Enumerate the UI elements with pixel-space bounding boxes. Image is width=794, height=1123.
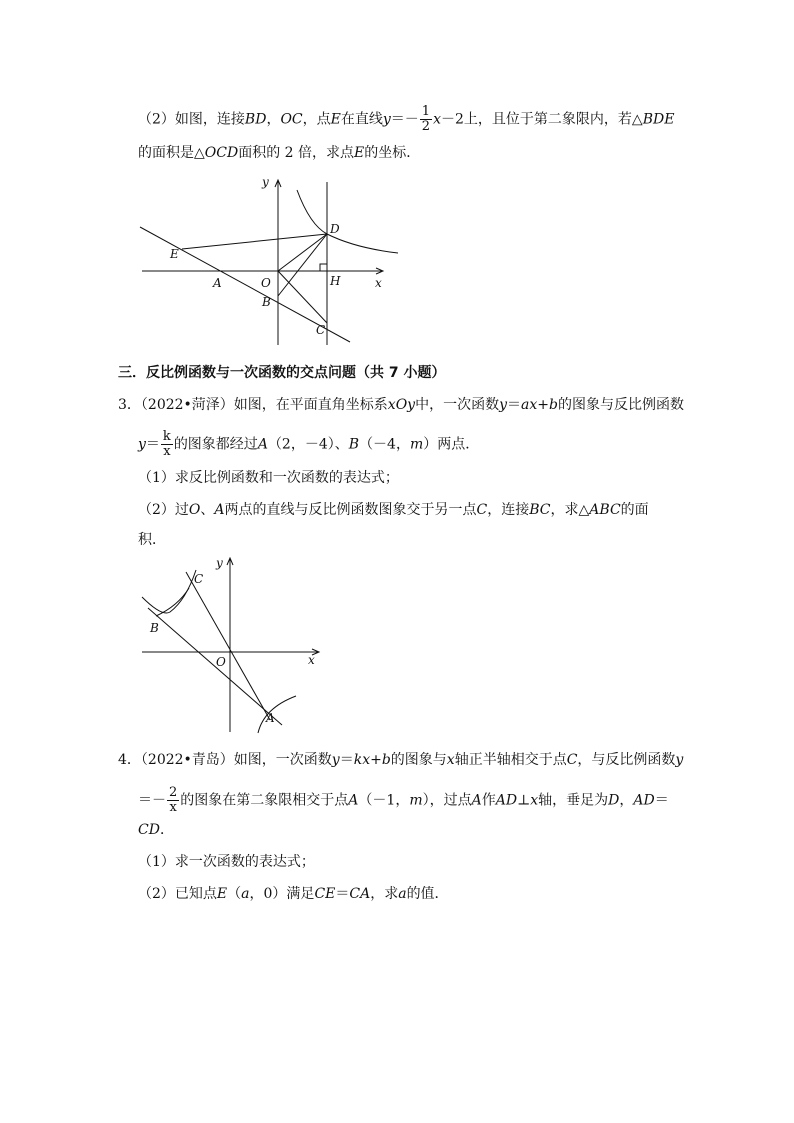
text: ，求△ <box>550 502 590 518</box>
text: ， <box>266 111 281 128</box>
text: ），过点 <box>422 792 472 809</box>
var-c: C <box>476 502 488 518</box>
var-e: E <box>216 886 228 902</box>
q2-part2-line2 <box>138 143 420 163</box>
var-m: m <box>409 436 424 453</box>
frac-den: x <box>169 800 177 815</box>
var-cd: CD <box>138 822 160 838</box>
q4-part2 <box>138 884 449 904</box>
label-d: D <box>330 222 340 236</box>
var-ocd: OCD <box>204 145 239 161</box>
text: 、 <box>200 502 215 518</box>
label-y: y <box>216 556 223 570</box>
text: （ <box>227 886 242 902</box>
text: ⊥ <box>517 792 531 809</box>
text: （－1， <box>358 792 410 809</box>
label-h: H <box>330 274 341 288</box>
var-m: m <box>409 792 423 809</box>
q4-line2 <box>138 786 669 815</box>
var-y: y <box>138 436 146 453</box>
label-a: A <box>266 711 275 725</box>
var-ca: CA <box>349 886 371 902</box>
text: （2）过 <box>138 502 189 518</box>
text: ，0）满足 <box>249 886 315 902</box>
var-a: A <box>214 502 225 518</box>
text: ，求 <box>370 886 399 902</box>
q4-line3 <box>138 820 174 840</box>
var-a: a <box>241 886 250 902</box>
text: 的面积是△ <box>138 145 205 161</box>
text: 的图象都经过 <box>173 436 258 453</box>
text: 的图象在第二象限相交于点 <box>180 792 349 809</box>
var-a: A <box>348 792 359 809</box>
var-e: E <box>330 111 341 128</box>
var-xoy: xOy <box>387 397 416 413</box>
text: ， <box>619 792 634 809</box>
q3-part2-line1 <box>138 500 649 520</box>
frac-num: 1 <box>421 104 431 119</box>
text: ＝ <box>654 792 669 809</box>
text: ＝－ <box>138 792 166 809</box>
var-d: D <box>608 792 620 809</box>
var-x: x <box>433 111 441 128</box>
var-e: E <box>354 145 365 161</box>
frac-den: 2 <box>421 119 431 134</box>
right-angle-mark <box>320 264 327 271</box>
q3-part1: （1）求反比例函数和一次函数的表达式； <box>138 470 399 486</box>
text: （－4， <box>359 436 410 453</box>
label-o: O <box>216 655 226 669</box>
text: 面积的 2 倍，求点 <box>238 145 355 161</box>
var-c: C <box>566 752 578 768</box>
text: （2，－4）、 <box>267 436 349 453</box>
var-ad: AD <box>495 792 518 809</box>
frac-num: 2 <box>169 785 178 800</box>
line-ba <box>148 608 282 725</box>
var-abc: ABC <box>589 502 621 518</box>
var-a: A <box>471 792 482 809</box>
var-kxb: kx+b <box>353 752 391 768</box>
text: 两点的直线与反比例函数图象交于另一点 <box>224 502 477 518</box>
q3-line1 <box>118 395 684 415</box>
text: 的坐标． <box>364 145 421 161</box>
label-c: C <box>194 572 204 586</box>
var-bc: BC <box>529 502 551 518</box>
var-a: a <box>398 886 407 902</box>
fraction-one-half <box>420 105 432 134</box>
text: 轴正半轴相交于点 <box>454 752 567 768</box>
text: 中，一次函数 <box>415 397 500 413</box>
segment-ed <box>182 234 327 249</box>
text: ＝ <box>507 397 522 413</box>
q4-part1: （1）求一次函数的表达式； <box>138 854 315 870</box>
hyperbola-branch-upper <box>142 570 196 613</box>
section-3-heading: 三．反比例函数与一次函数的交点问题（共 7 小题） <box>118 365 446 381</box>
text: 在直线 <box>340 111 383 128</box>
text: ，与反比例函数 <box>577 752 676 768</box>
var-ce: CE <box>314 886 336 902</box>
frac-num: k <box>162 429 171 444</box>
segment-oc <box>278 271 327 323</box>
var-a: A <box>257 436 268 453</box>
var-y: y <box>675 752 684 768</box>
text: 4．（2022•青岛）如图，一次函数 <box>118 752 332 768</box>
var-o: O <box>188 502 201 518</box>
text: 轴，垂足为 <box>538 792 609 809</box>
text: （2）如图，连接 <box>138 111 245 128</box>
label-a: A <box>213 276 222 290</box>
var-axb: ax+b <box>521 397 558 413</box>
text: ＝－ <box>390 111 419 128</box>
text: 作 <box>481 792 496 809</box>
var-x: x <box>446 752 455 768</box>
label-b: B <box>150 621 159 635</box>
label-o: O <box>261 276 271 290</box>
text: ，点 <box>302 111 331 128</box>
text: 的值． <box>406 886 449 902</box>
var-bde: BDE <box>642 111 675 128</box>
var-x: x <box>530 792 539 809</box>
var-y: y <box>499 397 508 413</box>
text: 3．（2022•菏泽）如图，在平面直角坐标系 <box>118 397 388 413</box>
label-x: x <box>308 653 315 667</box>
text: 的面 <box>620 502 649 518</box>
figure-2 <box>135 550 325 735</box>
text: （2）已知点 <box>138 886 217 902</box>
q4-line1 <box>118 750 683 770</box>
label-x: x <box>375 276 382 290</box>
q3-line2 <box>138 430 479 459</box>
hyperbola-branch <box>297 190 398 253</box>
line-coa <box>186 572 270 720</box>
var-y: y <box>331 752 340 768</box>
var-oc: OC <box>280 111 303 128</box>
text: －2 <box>440 111 464 128</box>
q3-part2-line2: 积． <box>138 532 166 548</box>
var-ad: AD <box>633 792 655 809</box>
text: ）两点． <box>423 436 480 453</box>
var-b: B <box>348 436 360 453</box>
frac-den: x <box>163 444 171 459</box>
text: 上，且位于第二象限内，若△ <box>463 111 643 128</box>
text: 的图象与 <box>390 752 447 768</box>
label-y: y <box>262 175 269 189</box>
text: ，连接 <box>487 502 530 518</box>
label-b: B <box>262 295 271 309</box>
var-bd: BD <box>244 111 267 128</box>
text: ＝ <box>339 752 354 768</box>
text: 的图象与反比例函数 <box>557 397 684 413</box>
text: ． <box>159 822 174 838</box>
label-c: C <box>316 323 326 337</box>
figure-1 <box>135 170 405 350</box>
q2-part2-line1 <box>138 105 674 134</box>
fraction-k-over-x <box>161 430 173 459</box>
fraction-2-over-x <box>167 786 179 815</box>
var-y: y <box>382 111 391 128</box>
text: ＝ <box>145 436 160 453</box>
label-e: E <box>170 247 179 261</box>
text: ＝ <box>335 886 350 902</box>
hyperbola-branch-lower <box>258 696 296 733</box>
